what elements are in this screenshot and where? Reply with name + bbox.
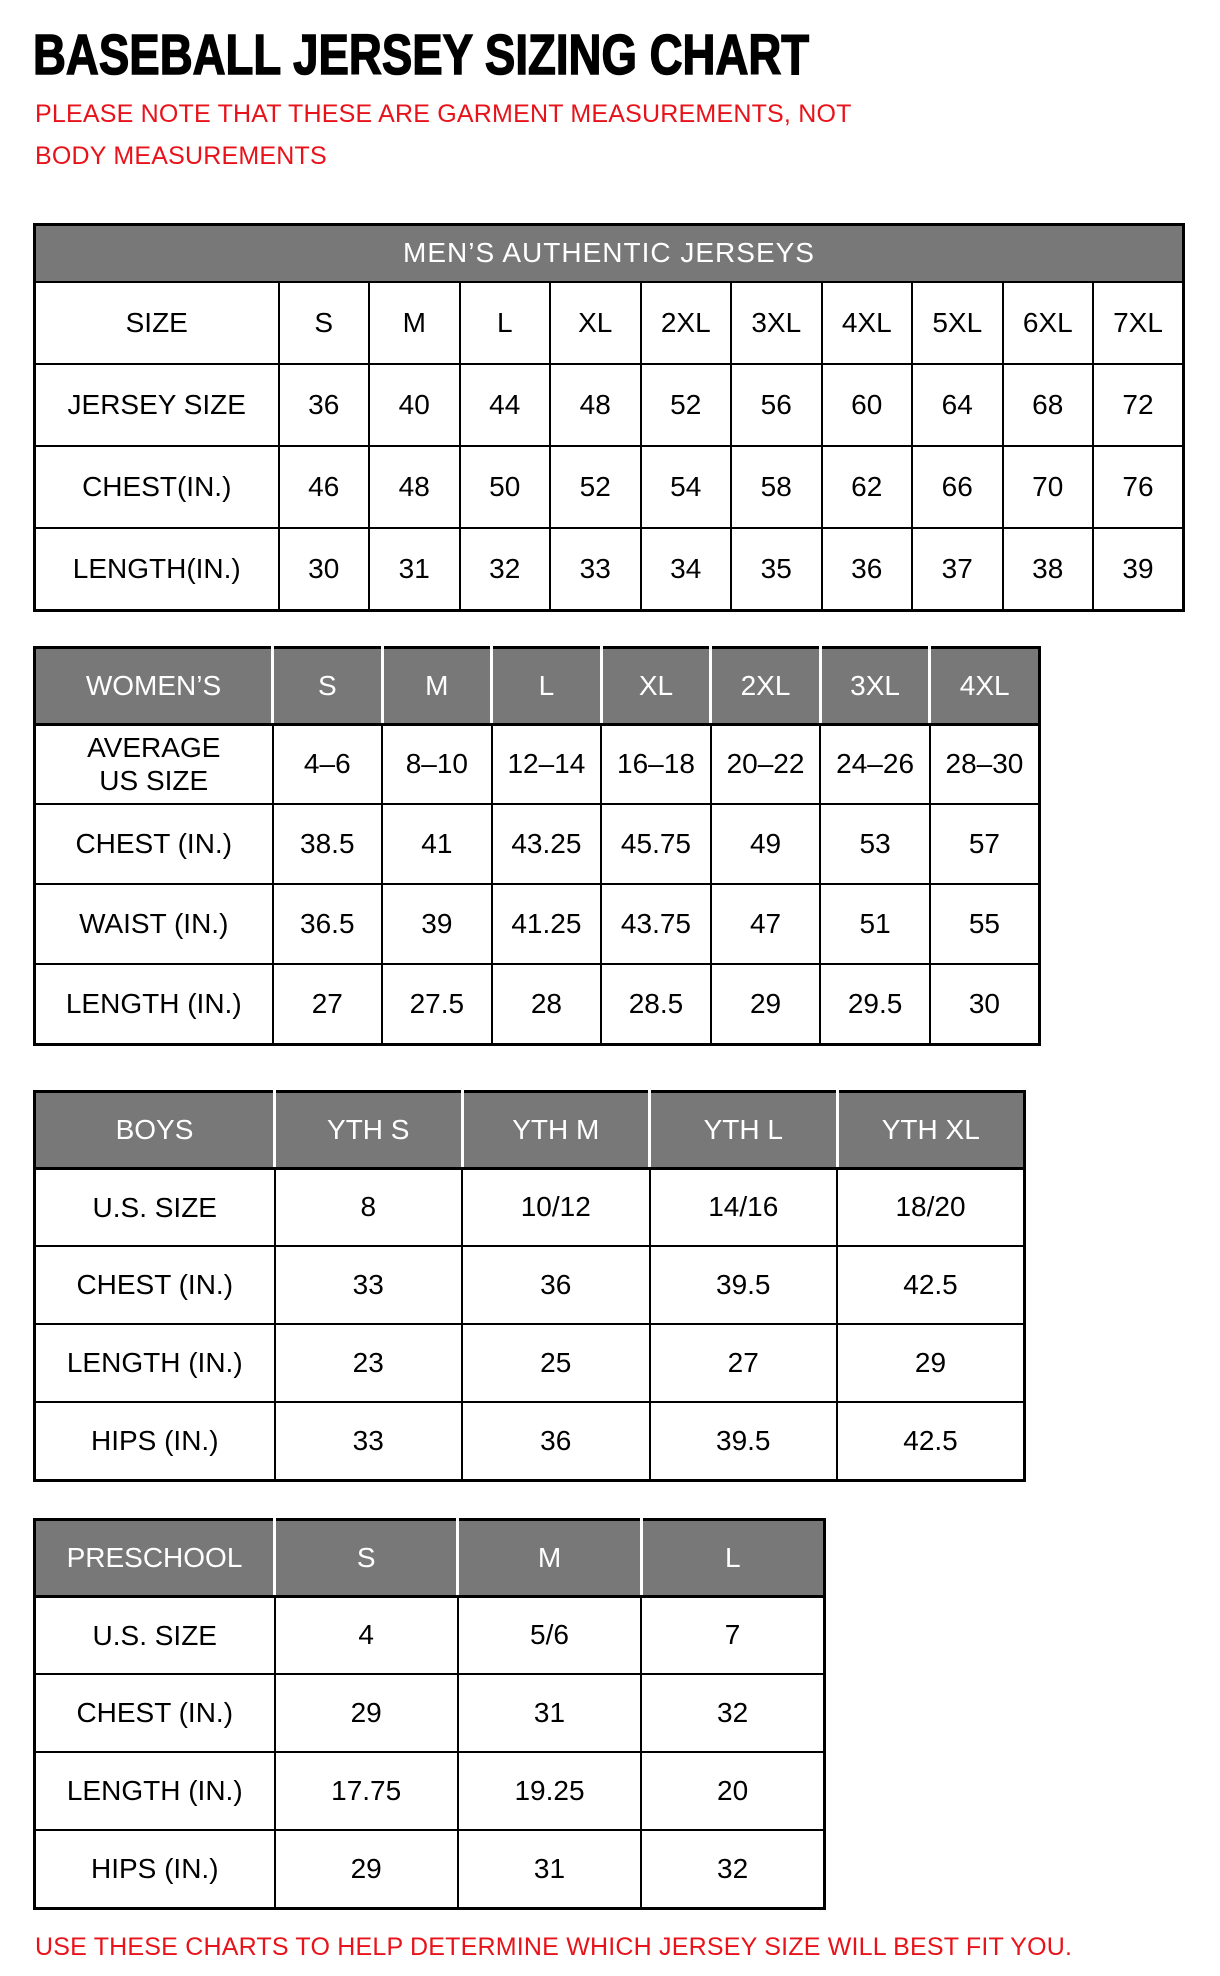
value-cell: 29.5 — [820, 964, 930, 1044]
womens-column-header: 3XL — [820, 647, 930, 724]
value-cell: 29 — [275, 1830, 458, 1908]
preschool-header-label: PRESCHOOL — [35, 1519, 275, 1596]
value-cell: 38.5 — [273, 804, 383, 884]
womens-column-header: S — [273, 647, 383, 724]
womens-column-header: L — [492, 647, 602, 724]
preschool-column-header: M — [458, 1519, 641, 1596]
value-cell: 45.75 — [601, 804, 711, 884]
value-cell: 52 — [550, 446, 641, 528]
value-cell: 29 — [275, 1674, 458, 1752]
womens-column-header: XL — [601, 647, 711, 724]
row-label: CHEST (IN.) — [35, 1674, 275, 1752]
value-cell: 29 — [837, 1324, 1025, 1402]
value-cell: 17.75 — [275, 1752, 458, 1830]
boys-column-header: YTH L — [650, 1091, 838, 1168]
mens-banner-row — [35, 224, 1184, 282]
value-cell: 48 — [369, 446, 460, 528]
value-cell: 40 — [369, 364, 460, 446]
mens-sizing-table — [33, 223, 1187, 612]
value-cell: 8–10 — [382, 724, 492, 804]
value-cell: M — [369, 282, 460, 364]
row-label: LENGTH (IN.) — [35, 1324, 275, 1402]
value-cell: 4–6 — [273, 724, 383, 804]
row-label: HIPS (IN.) — [35, 1830, 275, 1908]
value-cell: 27.5 — [382, 964, 492, 1044]
table-row — [35, 964, 1040, 1044]
row-label: LENGTH(IN.) — [35, 528, 279, 610]
value-cell: 54 — [641, 446, 732, 528]
value-cell: 28–30 — [930, 724, 1040, 804]
value-cell: 7XL — [1093, 282, 1184, 364]
value-cell: 60 — [822, 364, 913, 446]
value-cell: 31 — [458, 1830, 641, 1908]
row-label: CHEST(IN.) — [35, 446, 279, 528]
table-row — [35, 282, 1184, 364]
footer-note: USE THESE CHARTS TO HELP DETERMINE WHICH JERSEY SIZE WILL BEST FIT YOU. — [35, 1932, 1073, 1961]
value-cell: 30 — [930, 964, 1040, 1044]
value-cell: 39 — [382, 884, 492, 964]
value-cell: 56 — [731, 364, 822, 446]
boys-column-header: YTH M — [462, 1091, 650, 1168]
value-cell: 23 — [275, 1324, 463, 1402]
value-cell: 33 — [275, 1402, 463, 1480]
table-row — [35, 1596, 825, 1674]
row-label: SIZE — [35, 282, 279, 364]
preschool-column-header: S — [275, 1519, 458, 1596]
value-cell: 30 — [279, 528, 370, 610]
value-cell: 53 — [820, 804, 930, 884]
value-cell: 58 — [731, 446, 822, 528]
value-cell: 28.5 — [601, 964, 711, 1044]
value-cell: 47 — [711, 884, 821, 964]
value-cell: 32 — [641, 1830, 824, 1908]
value-cell: 5XL — [912, 282, 1003, 364]
value-cell: 20 — [641, 1752, 824, 1830]
womens-header-row — [35, 647, 1040, 724]
table-row — [35, 724, 1040, 804]
value-cell: 50 — [460, 446, 551, 528]
row-label: U.S. SIZE — [35, 1596, 275, 1674]
value-cell: 49 — [711, 804, 821, 884]
boys-sizing-table — [33, 1090, 1187, 1482]
value-cell: 24–26 — [820, 724, 930, 804]
value-cell: 34 — [641, 528, 732, 610]
row-label: AVERAGE US SIZE — [35, 724, 273, 804]
value-cell: 2XL — [641, 282, 732, 364]
womens-column-header: M — [382, 647, 492, 724]
value-cell: 6XL — [1003, 282, 1094, 364]
value-cell: 29 — [711, 964, 821, 1044]
value-cell: 38 — [1003, 528, 1094, 610]
value-cell: 36 — [462, 1402, 650, 1480]
boys-header-label: BOYS — [35, 1091, 275, 1168]
value-cell: 3XL — [731, 282, 822, 364]
garment-measurement-note: PLEASE NOTE THAT THESE ARE GARMENT MEASUREMENTS, NOT BODY MEASUREMENTS — [35, 99, 852, 170]
value-cell: 43.75 — [601, 884, 711, 964]
womens-table — [33, 646, 1041, 1046]
value-cell: 28 — [492, 964, 602, 1044]
table-row — [35, 1752, 825, 1830]
value-cell: 39.5 — [650, 1402, 838, 1480]
womens-column-header: 2XL — [711, 647, 821, 724]
table-row — [35, 1402, 1025, 1480]
value-cell: L — [460, 282, 551, 364]
value-cell: 52 — [641, 364, 732, 446]
value-cell: 76 — [1093, 446, 1184, 528]
boys-column-header: YTH S — [275, 1091, 463, 1168]
value-cell: 46 — [279, 446, 370, 528]
value-cell: 36.5 — [273, 884, 383, 964]
row-label: HIPS (IN.) — [35, 1402, 275, 1480]
value-cell: 27 — [650, 1324, 838, 1402]
row-label: WAIST (IN.) — [35, 884, 273, 964]
value-cell: 70 — [1003, 446, 1094, 528]
table-row — [35, 1674, 825, 1752]
row-label: LENGTH (IN.) — [35, 1752, 275, 1830]
mens-table — [33, 223, 1185, 612]
table-row — [35, 1324, 1025, 1402]
value-cell: 5/6 — [458, 1596, 641, 1674]
row-label: LENGTH (IN.) — [35, 964, 273, 1044]
value-cell: 18/20 — [837, 1168, 1025, 1246]
table-row — [35, 528, 1184, 610]
value-cell: 4 — [275, 1596, 458, 1674]
value-cell: 35 — [731, 528, 822, 610]
preschool-sizing-table — [33, 1518, 1187, 1910]
value-cell: 48 — [550, 364, 641, 446]
table-row — [35, 446, 1184, 528]
table-row — [35, 884, 1040, 964]
value-cell: 31 — [369, 528, 460, 610]
value-cell: 55 — [930, 884, 1040, 964]
value-cell: 4XL — [822, 282, 913, 364]
table-row — [35, 364, 1184, 446]
value-cell: 39 — [1093, 528, 1184, 610]
boys-header-row — [35, 1091, 1025, 1168]
preschool-column-header: L — [641, 1519, 824, 1596]
value-cell: 36 — [279, 364, 370, 446]
value-cell: 41 — [382, 804, 492, 884]
value-cell: 44 — [460, 364, 551, 446]
value-cell: 27 — [273, 964, 383, 1044]
table-row — [35, 804, 1040, 884]
value-cell: 41.25 — [492, 884, 602, 964]
value-cell: 14/16 — [650, 1168, 838, 1246]
value-cell: 32 — [460, 528, 551, 610]
womens-header-label: WOMEN’S — [35, 647, 273, 724]
value-cell: 10/12 — [462, 1168, 650, 1246]
value-cell: 42.5 — [837, 1402, 1025, 1480]
value-cell: 32 — [641, 1674, 824, 1752]
value-cell: S — [279, 282, 370, 364]
page-title: BASEBALL JERSEY SIZING CHART — [33, 23, 810, 87]
value-cell: 20–22 — [711, 724, 821, 804]
value-cell: 39.5 — [650, 1246, 838, 1324]
preschool-table — [33, 1518, 826, 1910]
row-label: CHEST (IN.) — [35, 804, 273, 884]
value-cell: 57 — [930, 804, 1040, 884]
value-cell: 36 — [462, 1246, 650, 1324]
value-cell: 8 — [275, 1168, 463, 1246]
value-cell: 62 — [822, 446, 913, 528]
womens-column-header: 4XL — [930, 647, 1040, 724]
value-cell: 33 — [550, 528, 641, 610]
row-label: U.S. SIZE — [35, 1168, 275, 1246]
row-label: JERSEY SIZE — [35, 364, 279, 446]
value-cell: 51 — [820, 884, 930, 964]
value-cell: 16–18 — [601, 724, 711, 804]
value-cell: 64 — [912, 364, 1003, 446]
value-cell: 68 — [1003, 364, 1094, 446]
value-cell: 37 — [912, 528, 1003, 610]
table-row — [35, 1830, 825, 1908]
sizing-chart-page — [0, 24, 1220, 1962]
mens-banner: MEN’S AUTHENTIC JERSEYS — [35, 224, 1184, 282]
womens-sizing-table — [33, 646, 1187, 1046]
value-cell: 36 — [822, 528, 913, 610]
value-cell: XL — [550, 282, 641, 364]
value-cell: 19.25 — [458, 1752, 641, 1830]
value-cell: 43.25 — [492, 804, 602, 884]
value-cell: 7 — [641, 1596, 824, 1674]
value-cell: 33 — [275, 1246, 463, 1324]
value-cell: 12–14 — [492, 724, 602, 804]
table-row — [35, 1246, 1025, 1324]
value-cell: 31 — [458, 1674, 641, 1752]
boys-column-header: YTH XL — [837, 1091, 1025, 1168]
value-cell: 66 — [912, 446, 1003, 528]
value-cell: 42.5 — [837, 1246, 1025, 1324]
preschool-header-row — [35, 1519, 825, 1596]
boys-table — [33, 1090, 1026, 1482]
row-label: CHEST (IN.) — [35, 1246, 275, 1324]
value-cell: 72 — [1093, 364, 1184, 446]
table-row — [35, 1168, 1025, 1246]
value-cell: 25 — [462, 1324, 650, 1402]
